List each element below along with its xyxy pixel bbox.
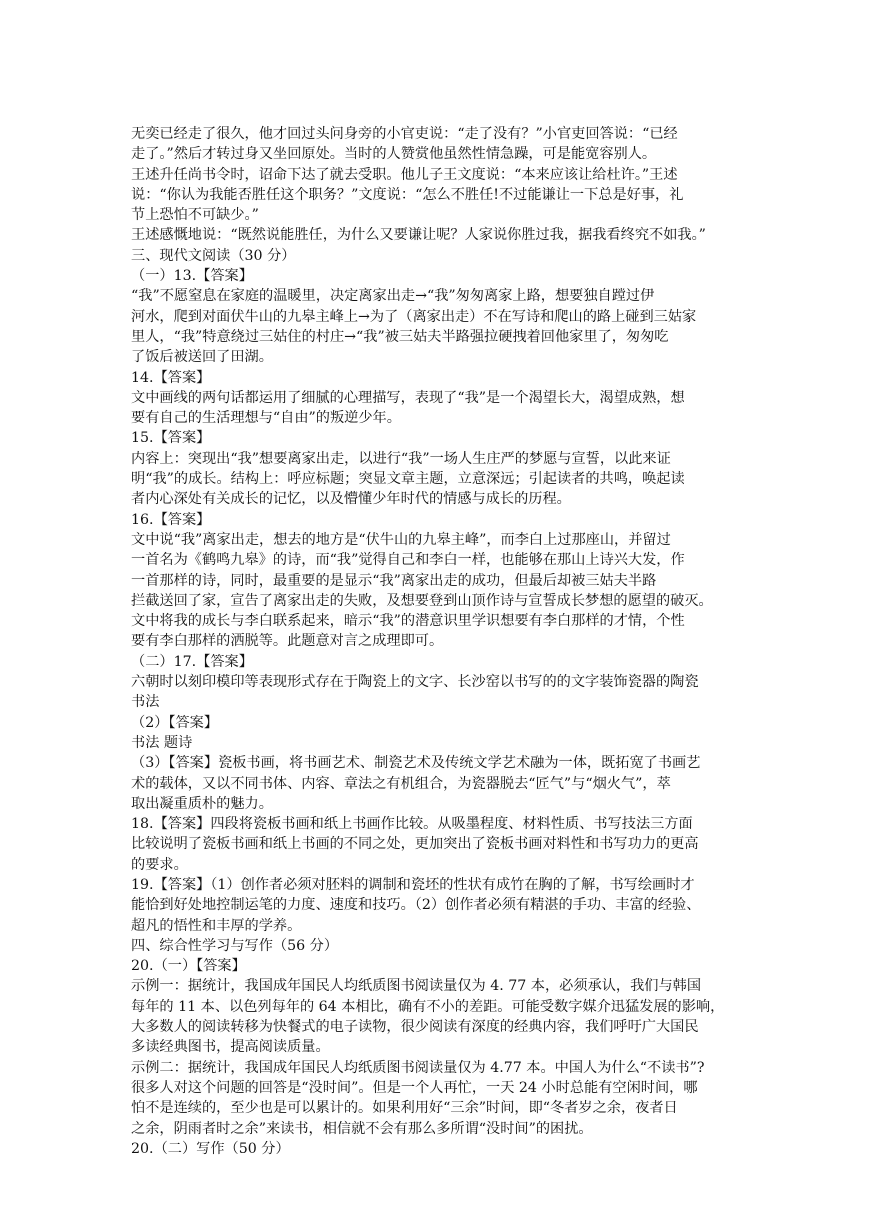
text-line: 一首那样的诗，同时，最重要的是显示“我”离家出走的成功，但最后却被三姑夫半路 (131, 572, 657, 589)
text-line: 能恰到好处地控制运笔的力度、速度和技巧。（2）创作者必须有精湛的手功、丰富的经验、 (131, 897, 701, 914)
text-line: 文中说“我”离家出走，想去的地方是“伏牛山的九皋主峰”，而李白上过那座山，并留过 (131, 531, 671, 548)
text-line: 20.（一）【答案】 (131, 958, 246, 975)
text-line: 无奕已经走了很久，他才回过头问身旁的小官吏说：“走了没有？”小官吏回答说：“已经 (131, 126, 678, 142)
text-line: 四、综合性学习与写作（56 分） (131, 937, 339, 954)
text-line: 16.【答案】 (131, 511, 211, 528)
text-line: 大多数人的阅读转移为快餐式的电子读物，很少阅读有深度的经典内容，我们呼吁广大国民 (131, 1019, 699, 1036)
text-line: 者内心深处有关成长的记忆，以及懵懂少年时代的情感与成长的历程。 (131, 491, 571, 508)
text-line: 节上恐怕不可缺少。” (131, 207, 259, 224)
text-line: （2）【答案】 (131, 714, 219, 731)
text-line: 14.【答案】 (131, 369, 211, 386)
text-line: 了饭后被送回了田湖。 (131, 349, 273, 366)
text-line: 18.【答案】四段将瓷板书画和纸上书画作比较。从吸墨程度、材料性质、书写技法三方面 (131, 816, 693, 833)
text-line: 文中将我的成长与李白联系起来，暗示“我”的潜意识里学识想要有李白那样的才情，个性 (131, 613, 685, 630)
text-line: 示例一：据统计，我国成年国民人均纸质图书阅读量仅为 4. 77 本，必须承认，我们与韩国 (131, 978, 702, 995)
text-line: “我”不愿窒息在家庭的温暖里，决定离家出走→“我”匆匆离家上路，想要独自蹚过伊 (131, 288, 655, 305)
text-line: 三、现代文阅读（30 分） (131, 247, 296, 264)
text-line: 走了。”然后才转过身又坐回原处。当时的人赞赏他虽然性情急躁，可是能宽容别人。 (131, 146, 657, 163)
text-line: 书法 (131, 694, 160, 711)
text-line: 很多人对这个问题的回答是“没时间”。但是一个人再忙，一天 24 小时总能有空闲时间，哪 (131, 1079, 698, 1096)
text-line: 内容上：突现出“我”想要离家出走，以进行“我”一场人生庄严的梦愿与宣誓，以此来证 (131, 450, 671, 467)
text-line: （3）【答案】瓷板书画，将书画艺术、制瓷艺术及传统文学艺术融为一体，既拓宽了书画艺 (131, 755, 701, 772)
text-line: 取出凝重质朴的魅力。 (131, 795, 273, 812)
text-line: （二）17.【答案】 (131, 653, 253, 670)
text-line: 示例二：据统计，我国成年国民人均纸质图书阅读量仅为 4.77 本。中国人为什么“不读书”? (131, 1059, 705, 1076)
text-line: 说：“你认为我能否胜任这个职务？”文度说：“怎么不胜任!不过能谦让一下总是好事，礼 (131, 186, 684, 203)
text-line: 一首名为《鹤鸣九皋》的诗，而“我”觉得自己和李白一样，也能够在那山上诗兴大发，作 (131, 552, 685, 569)
text-line: 河水，爬到对面伏牛山的九皋主峰上→为了（离家出走）不在写诗和爬山的路上碰到三姑家 (131, 308, 697, 325)
text-line: 怕不是连续的，至少也是可以累计的。如果利用好“三余”时间，即“冬者岁之余，夜者日 (131, 1100, 678, 1117)
text-line: 要有李白那样的洒脱等。此题意对言之成理即可。 (131, 633, 444, 650)
text-line: 六朝时以刻印模印等表现形式存在于陶瓷上的文字、长沙窑以书写的的文字装饰瓷器的陶瓷 (131, 674, 699, 691)
text-line: 超凡的悟性和丰厚的学养。 (131, 917, 302, 934)
text-line: 拦截送回了家，宣告了离家出走的失败，及想要登到山顶作诗与宣誓成长梦想的愿望的破灭。 (131, 592, 713, 609)
text-line: （一）13.【答案】 (131, 268, 253, 285)
text-line: 王述感慨地说：“既然说能胜任，为什么又要谦让呢？人家说你胜过我，据我看终究不如我。” (131, 227, 706, 244)
document-body (131, 124, 743, 1159)
text-line: 19.【答案】（1）创作者必须对胚料的调制和瓷坯的性状有成竹在胸的了解，书写绘画时才 (131, 876, 695, 893)
text-line: 15.【答案】 (131, 430, 211, 447)
text-line: 文中画线的两句话都运用了细腻的心理描写，表现了“我”是一个渴望长大，渴望成熟，想 (131, 389, 685, 406)
text-line: 比较说明了瓷板书画和纸上书画的不同之处，更加突出了瓷板书画对料性和书写功力的更高 (131, 836, 699, 853)
text-line: 要有自己的生活理想与“自由”的叛逆少年。 (131, 410, 401, 427)
text-line: 里人，“我”特意绕过三姑住的村庄→“我”被三姑夫半路强拉硬拽着回他家里了，匆匆吃 (131, 328, 669, 345)
text-line: 20.（二）写作（50 分） (131, 1140, 290, 1157)
text-line: 的要求。 (131, 856, 188, 873)
text-line: 每年的 11 本、以色列每年的 64 本相比，确有不小的差距。可能受数字媒介迅猛发展的影响， (131, 998, 725, 1015)
text-line: 多读经典图书，提高阅读质量。 (131, 1039, 330, 1056)
text-line: 王述升任尚书令时，诏命下达了就去受职。他儿子王文度说：“本来应该让给杜许。”王述 (131, 166, 678, 183)
text-line: 术的载体，又以不同书体、内容、章法之有机组合，为瓷器脱去“匠气”与“烟火气”，萃 (131, 775, 671, 792)
text-line: 明“我”的成长。结构上：呼应标题；突显文章主题，立意深远；引起读者的共鸣，唤起读 (131, 471, 685, 488)
text-line: 之余，阴雨者时之余”来读书，相信就不会有那么多所谓“没时间”的困扰。 (131, 1120, 593, 1137)
text-line: 书法 题诗 (131, 734, 193, 751)
